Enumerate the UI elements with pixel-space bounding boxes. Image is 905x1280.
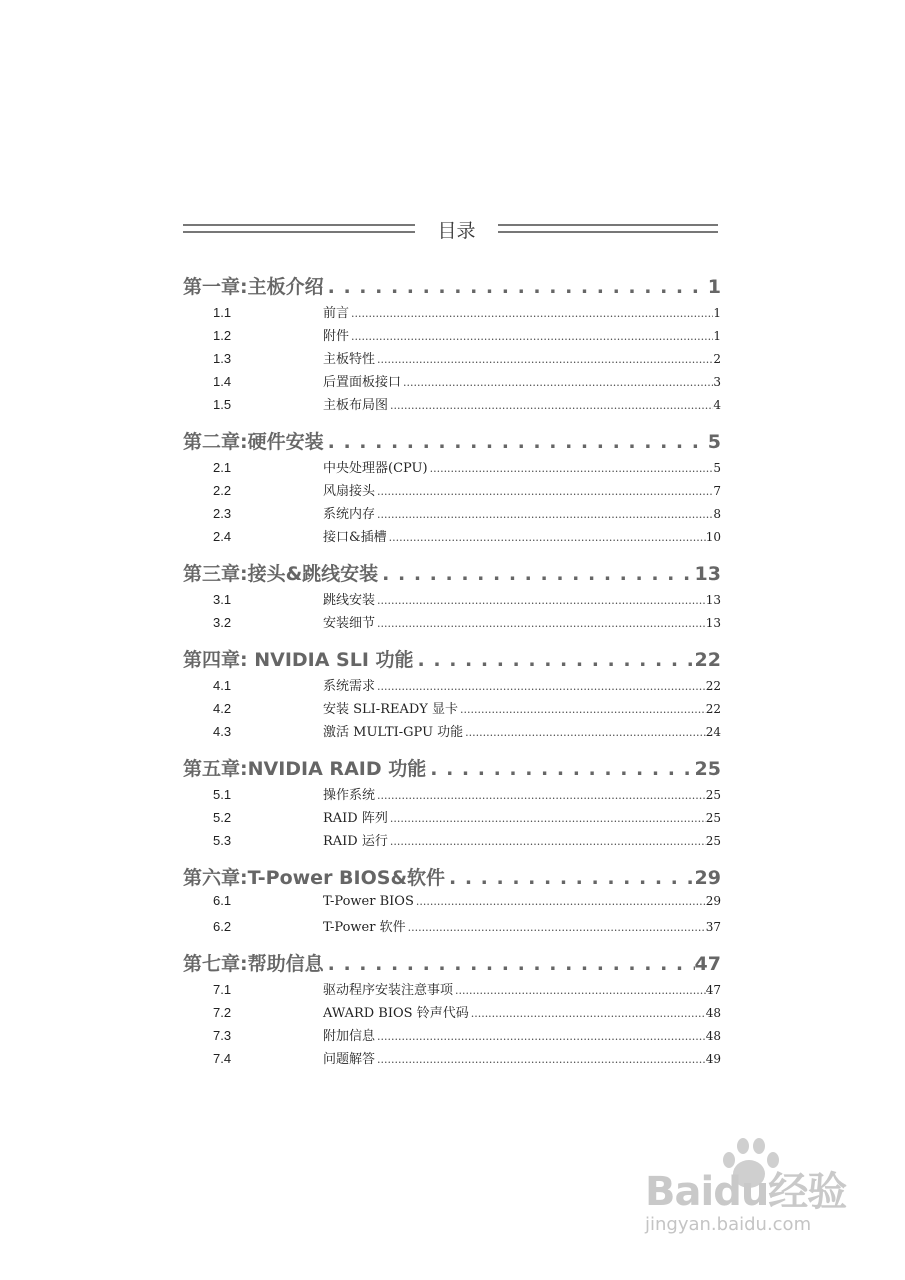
section-title: 安装 SLI-READY 显卡 [323,702,459,717]
section-number: 3.2 [213,615,232,630]
dot-leader [375,1030,706,1043]
dot-leader [458,703,706,716]
section-number: 5.1 [213,787,232,802]
toc-section-row[interactable] [183,325,721,348]
section-number: 1.1 [213,305,232,320]
toc-section-row[interactable] [183,784,721,807]
section-page-number: 25 [705,834,721,848]
chapter-title: 第六章:T-Power BIOS&软件 [183,867,446,889]
dot-leader [388,399,713,412]
section-page-number: 1 [713,329,721,343]
chapter-title: 第二章:硬件安装 [183,431,324,453]
section-title: AWARD BIOS 铃声代码 [323,1006,469,1021]
toc-section-row[interactable] [183,503,721,526]
chapter-title: 第五章:NVIDIA RAID 功能 [183,758,427,780]
toc-section-row[interactable] [183,302,721,325]
chapter-title: 第四章: NVIDIA SLI 功能 [183,649,414,671]
chapter-page-number: 29 [694,867,721,889]
chapter-title: 第七章:帮助信息 [183,953,324,975]
section-title: 风扇接头 [323,484,376,499]
dot-leader [375,485,713,498]
watermark-logo: Baidu经验 [645,1169,847,1215]
dot-leader [324,431,708,453]
section-title: 激活 MULTI-GPU 功能 [323,725,464,740]
dot-leader [324,276,708,298]
section-page-number: 24 [705,725,721,739]
section-page-number: 48 [705,1006,721,1020]
section-page-number: 10 [705,530,721,544]
section-title: 后置面板接口 [323,375,402,390]
toc-section-row[interactable] [183,371,721,394]
dot-leader [375,1053,706,1066]
section-page-number: 13 [705,593,721,607]
section-number: 1.2 [213,328,232,343]
toc-title: 目录 [437,220,476,242]
toc-chapter-row[interactable] [183,943,721,979]
section-page-number: 22 [705,679,721,693]
header-rule-left [183,224,415,233]
section-number: 1.3 [213,351,232,366]
toc-section-row[interactable] [183,480,721,503]
toc-section-row[interactable] [183,589,721,612]
toc-section-row[interactable] [183,830,721,853]
section-number: 3.1 [213,592,232,607]
toc-chapter-row[interactable] [183,748,721,784]
section-page-number: 29 [705,894,721,908]
section-number: 4.2 [213,701,232,716]
dot-leader [388,835,706,848]
section-number: 7.4 [213,1051,232,1066]
toc-section-row[interactable] [183,721,721,744]
section-page-number: 3 [713,375,721,389]
toc-section-row[interactable] [183,675,721,698]
toc-chapter-row[interactable] [183,639,721,675]
section-title: 问题解答 [323,1052,376,1067]
chapter-title: 第一章:主板介绍 [183,276,324,298]
section-title: RAID 阵列 [323,811,388,826]
toc-section-row[interactable] [183,698,721,721]
chapter-page-number: 25 [694,758,721,780]
dot-leader [378,563,694,585]
watermark-url: jingyan.baidu.com [645,1214,812,1235]
section-title: RAID 运行 [323,834,388,849]
section-title: 系统需求 [323,679,376,694]
toc-section-row[interactable] [183,1048,721,1071]
dot-leader [375,617,706,630]
section-number: 4.1 [213,678,232,693]
dot-leader [426,758,694,780]
section-page-number: 49 [705,1052,721,1066]
dot-leader [401,376,713,389]
dot-leader [414,895,706,908]
dot-leader [375,353,713,366]
toc-section-row[interactable] [183,979,721,1002]
dot-leader [414,649,695,671]
section-page-number: 4 [713,398,721,412]
dot-leader [324,953,695,975]
toc-section-row[interactable] [183,348,721,371]
chapter-page-number: 47 [694,953,721,975]
section-page-number: 47 [705,983,721,997]
dot-leader [375,789,706,802]
dot-leader [388,812,706,825]
dot-leader [463,726,706,739]
section-page-number: 2 [713,352,721,366]
chapter-title: 第三章:接头&跳线安装 [183,563,379,585]
section-number: 7.2 [213,1005,232,1020]
dot-leader [375,508,713,521]
section-page-number: 8 [713,507,721,521]
section-number: 2.2 [213,483,232,498]
section-title: 主板特性 [323,352,376,367]
toc-header [183,214,718,244]
header-rule-right [498,224,718,233]
dot-leader [453,984,706,997]
section-number: 1.4 [213,374,232,389]
section-page-number: 22 [705,702,721,716]
section-title: 安装细节 [323,616,376,631]
section-number: 7.1 [213,982,232,997]
toc-section-row[interactable] [183,1025,721,1048]
section-number: 4.3 [213,724,232,739]
section-page-number: 13 [705,616,721,630]
section-number: 2.1 [213,460,232,475]
section-title: 跳线安装 [323,593,376,608]
section-title: T-Power 软件 [323,920,406,935]
section-page-number: 1 [713,306,721,320]
dot-leader [349,330,713,343]
section-page-number: 5 [713,461,721,475]
chapter-page-number: 1 [707,276,721,298]
dot-leader [406,921,706,934]
dot-leader [349,307,713,320]
dot-leader [375,680,706,693]
toc-chapter-row[interactable] [183,553,721,589]
section-title: 中央处理器(CPU) [323,461,428,476]
section-title: 前言 [323,306,350,321]
toc-chapter-row[interactable] [183,857,721,893]
section-title: 主板布局图 [323,398,389,413]
toc-section-row[interactable] [183,612,721,635]
chapter-page-number: 13 [694,563,721,585]
section-title: 附加信息 [323,1029,376,1044]
section-title: T-Power BIOS [323,894,414,909]
toc-chapter-row[interactable] [183,421,721,457]
dot-leader [445,867,695,889]
dot-leader [387,531,706,544]
section-number: 5.3 [213,833,232,848]
section-page-number: 25 [705,811,721,825]
section-number: 2.3 [213,506,232,521]
toc-chapter-row[interactable] [183,266,721,302]
section-page-number: 37 [705,920,721,934]
section-title: 驱动程序安装注意事项 [323,983,454,998]
dot-leader [428,462,714,475]
section-page-number: 48 [705,1029,721,1043]
section-page-number: 7 [713,484,721,498]
section-title: 系统内存 [323,507,376,522]
section-number: 2.4 [213,529,232,544]
toc-section-row[interactable] [183,807,721,830]
section-page-number: 25 [705,788,721,802]
baidu-jingyan-watermark [645,1140,895,1270]
toc-section-row[interactable] [183,893,721,916]
section-number: 1.5 [213,397,232,412]
section-title: 操作系统 [323,788,376,803]
dot-leader [469,1007,706,1020]
toc-section-row[interactable] [183,526,721,549]
toc-section-row[interactable] [183,394,721,417]
section-number: 7.3 [213,1028,232,1043]
dot-leader [375,594,706,607]
section-number: 5.2 [213,810,232,825]
section-title: 附件 [323,329,350,344]
toc-list [183,262,721,1071]
section-number: 6.2 [213,919,232,934]
toc-section-row[interactable] [183,457,721,480]
section-number: 6.1 [213,893,232,908]
section-title: 接口&插槽 [323,530,387,545]
toc-section-row[interactable] [183,1002,721,1025]
chapter-page-number: 5 [707,431,721,453]
chapter-page-number: 22 [694,649,721,671]
toc-section-row[interactable] [183,916,721,939]
